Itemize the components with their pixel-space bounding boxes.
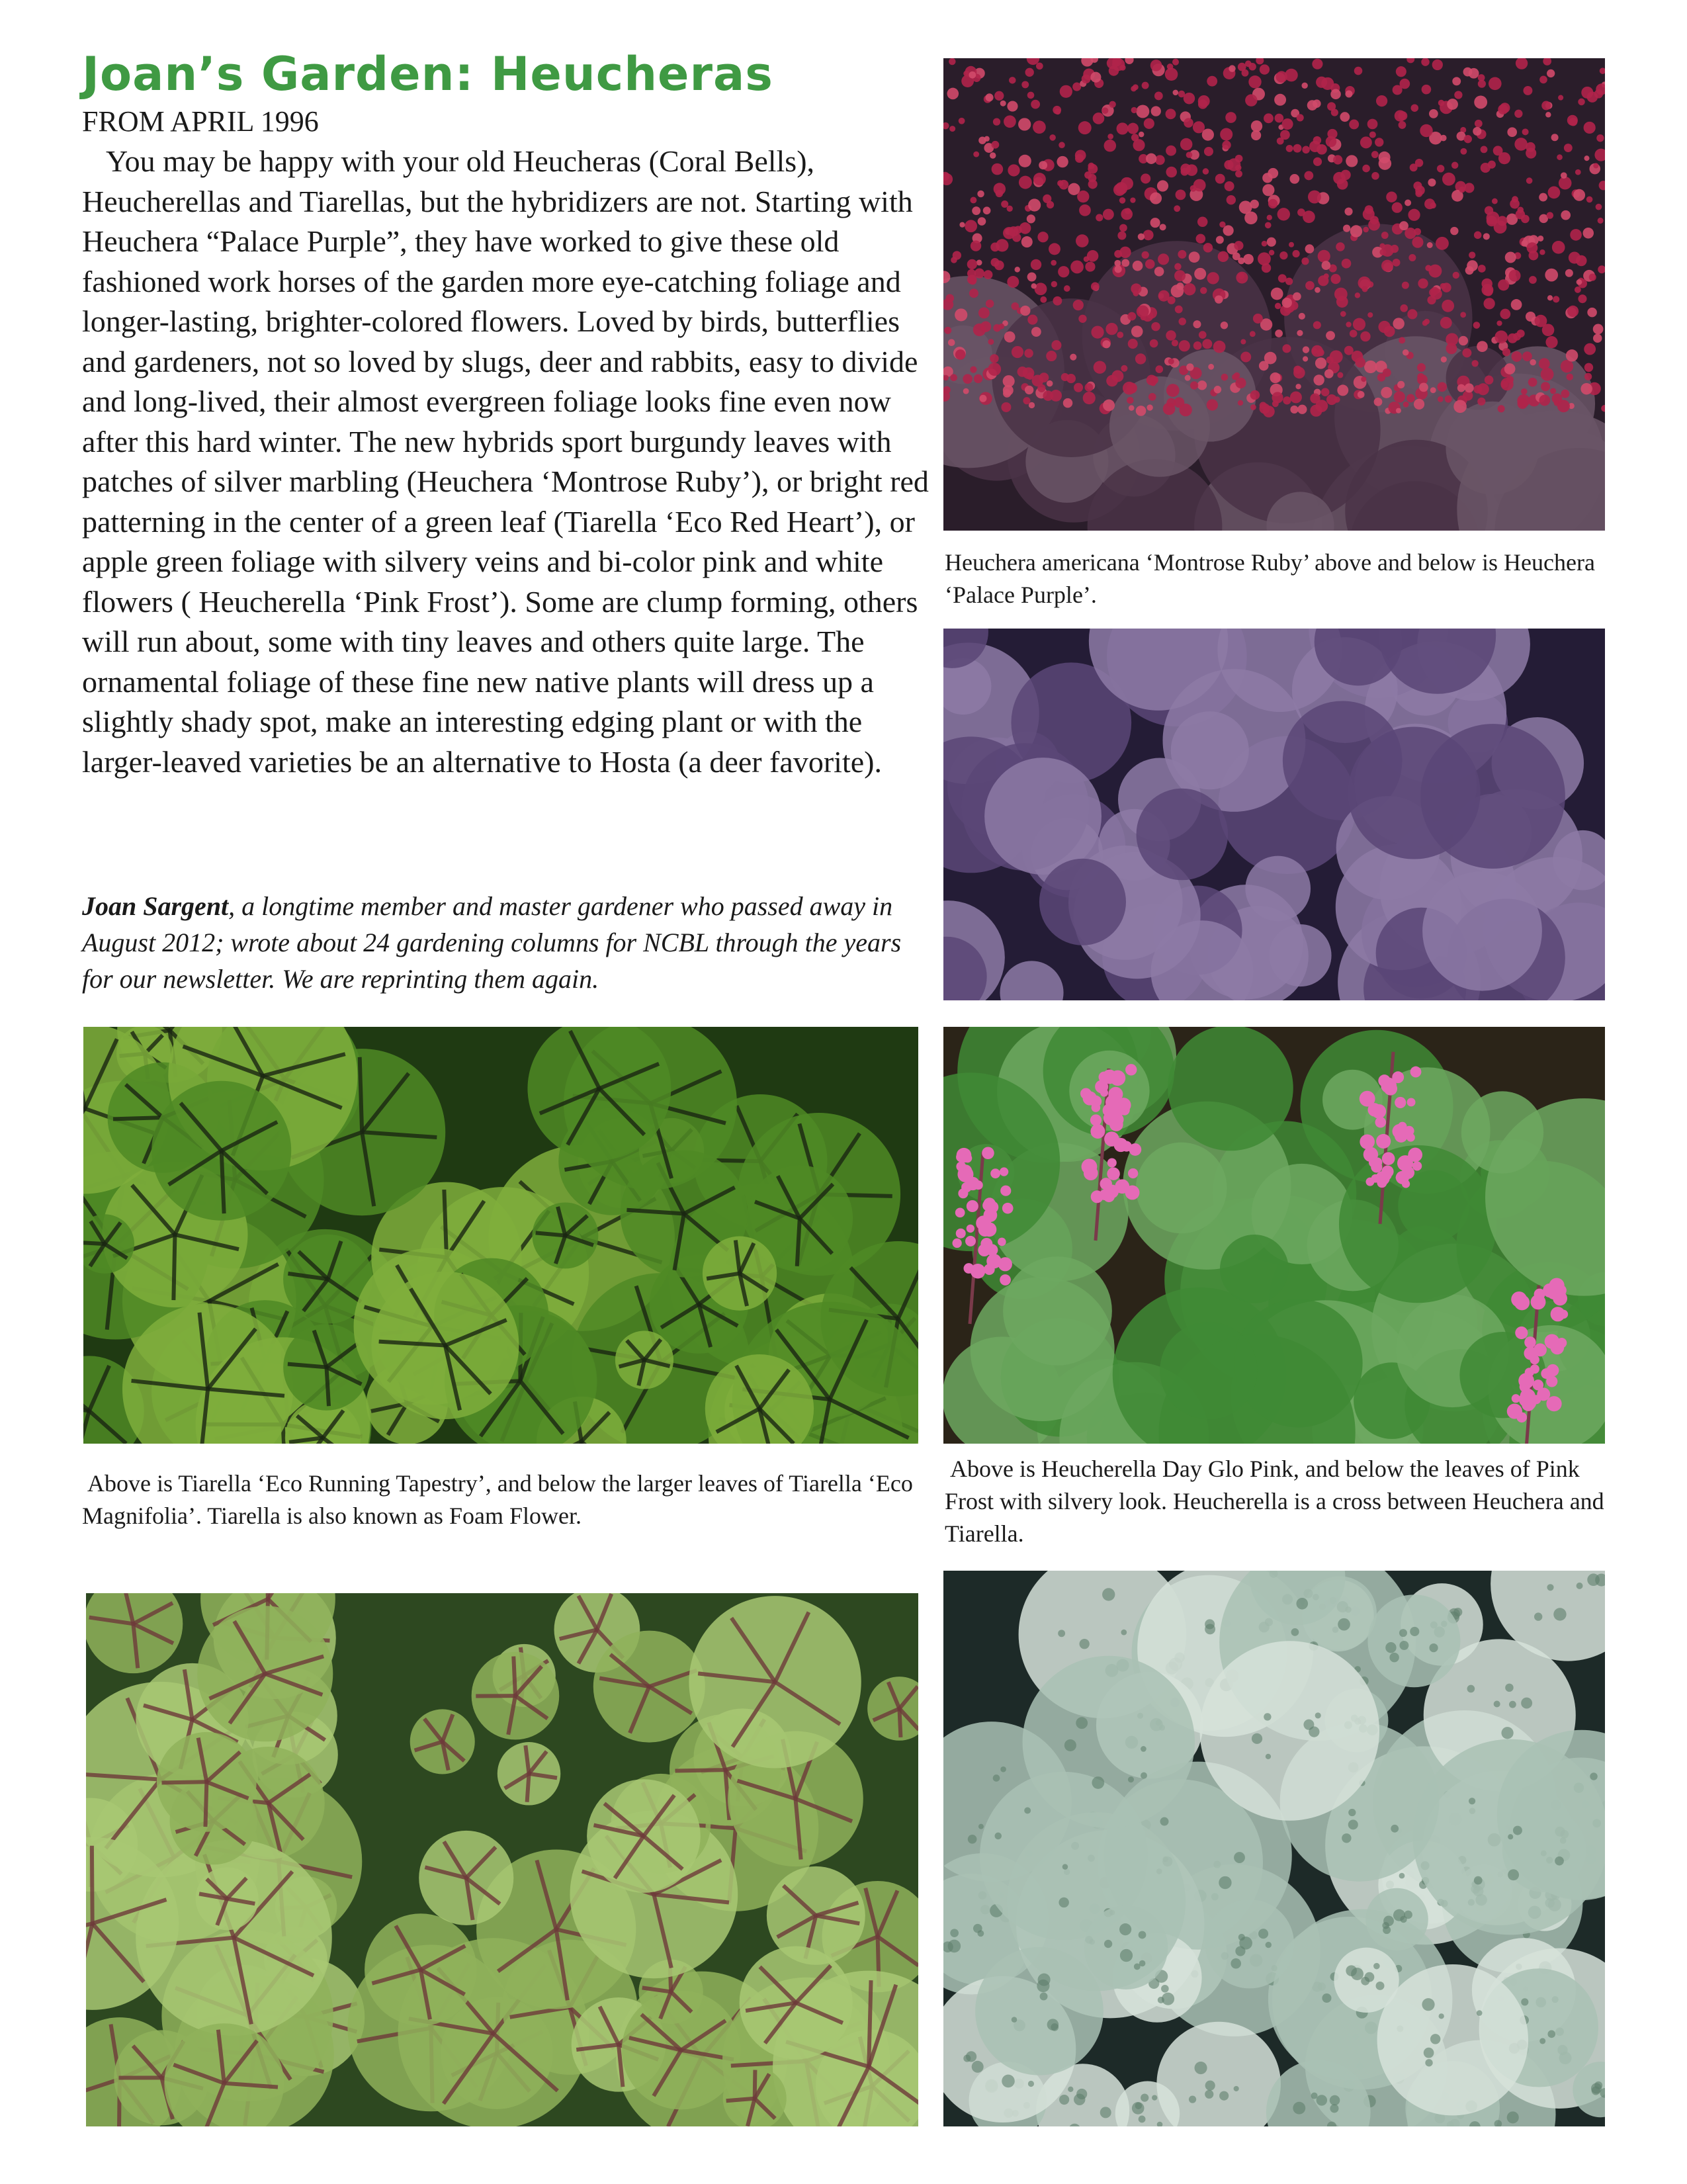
article-title: Joan’s Garden: Heucheras: [82, 47, 773, 101]
heucherella-caption: Above is Heucherella Day Glo Pink, and below the leaves of Pink Frost with silvery look. Heucherella is a cross between Heuchera and Tiarella.: [945, 1456, 1604, 1547]
day-glo-pink-photo-art: [943, 1027, 1605, 1444]
eco-magnifolia-photo-art: [86, 1593, 918, 2126]
author-name: Joan Sargent: [82, 891, 229, 921]
tiarella-caption: Above is Tiarella ‘Eco Running Tapestry’, and below the larger leaves of Tiarella ‘Eco Magnifolia’. Tiarella is also known as Foam Flower.: [82, 1470, 913, 1529]
article-body: You may be happy with your old Heucheras (Coral Bells), Heucherellas and Tiarellas, but the hybridizers are not. Starting with Heuchera “Palace Purple”, they have worked to give these old fashioned work horses of the garden more eye-catching foliage and longer-lasting, brighter-colored flowers. Loved by birds, butterflies and gardeners, not so loved by slugs, deer and rabbits, easy to divide and long-lived, their almost evergreen foliage looks fine even now after this hard winter. The new hybrids sport burgundy leaves with patches of silver marbling (Heuchera ‘Montrose Ruby’), or bright red patterning in the center of a green leaf (Tiarella ‘Eco Red Heart’), or apple green foliage with silvery veins and bi-color pink and white flowers ( Heucherella ‘Pink Frost’). Some are clump forming, others will run about, some with tiny leaves and others quite large. The ornamental foliage of these fine new native plants will dress up a slightly shady spot, make an interesting edging plant or with the larger-leaved varieties be an alternative to Hosta (a deer favorite).: [82, 144, 929, 779]
eco-running-tapestry-photo-art: [83, 1027, 918, 1444]
pink-frost-photo: [943, 1571, 1605, 2126]
palace-purple-photo-art: [943, 629, 1605, 1000]
palace-purple-photo: [943, 629, 1605, 1000]
eco-running-tapestry-photo: [83, 1027, 918, 1444]
montrose-ruby-photo: [943, 58, 1605, 531]
author-bio-text: , a longtime member and master gardener who passed away in August 2012; wrote about 24 gardening columns for NCBL through the years for our newsletter. We are reprinting them again.: [82, 891, 902, 994]
montrose-ruby-caption: Heuchera americana ‘Montrose Ruby’ above and below is Heuchera ‘Palace Purple’.: [945, 549, 1595, 608]
author-bio: [82, 888, 916, 997]
day-glo-pink-photo: [943, 1027, 1605, 1444]
article-dateline: FROM APRIL 1996: [82, 105, 319, 138]
eco-magnifolia-photo: [86, 1593, 918, 2126]
pink-frost-photo-art: [943, 1571, 1605, 2126]
montrose-ruby-photo-art: [943, 58, 1605, 531]
